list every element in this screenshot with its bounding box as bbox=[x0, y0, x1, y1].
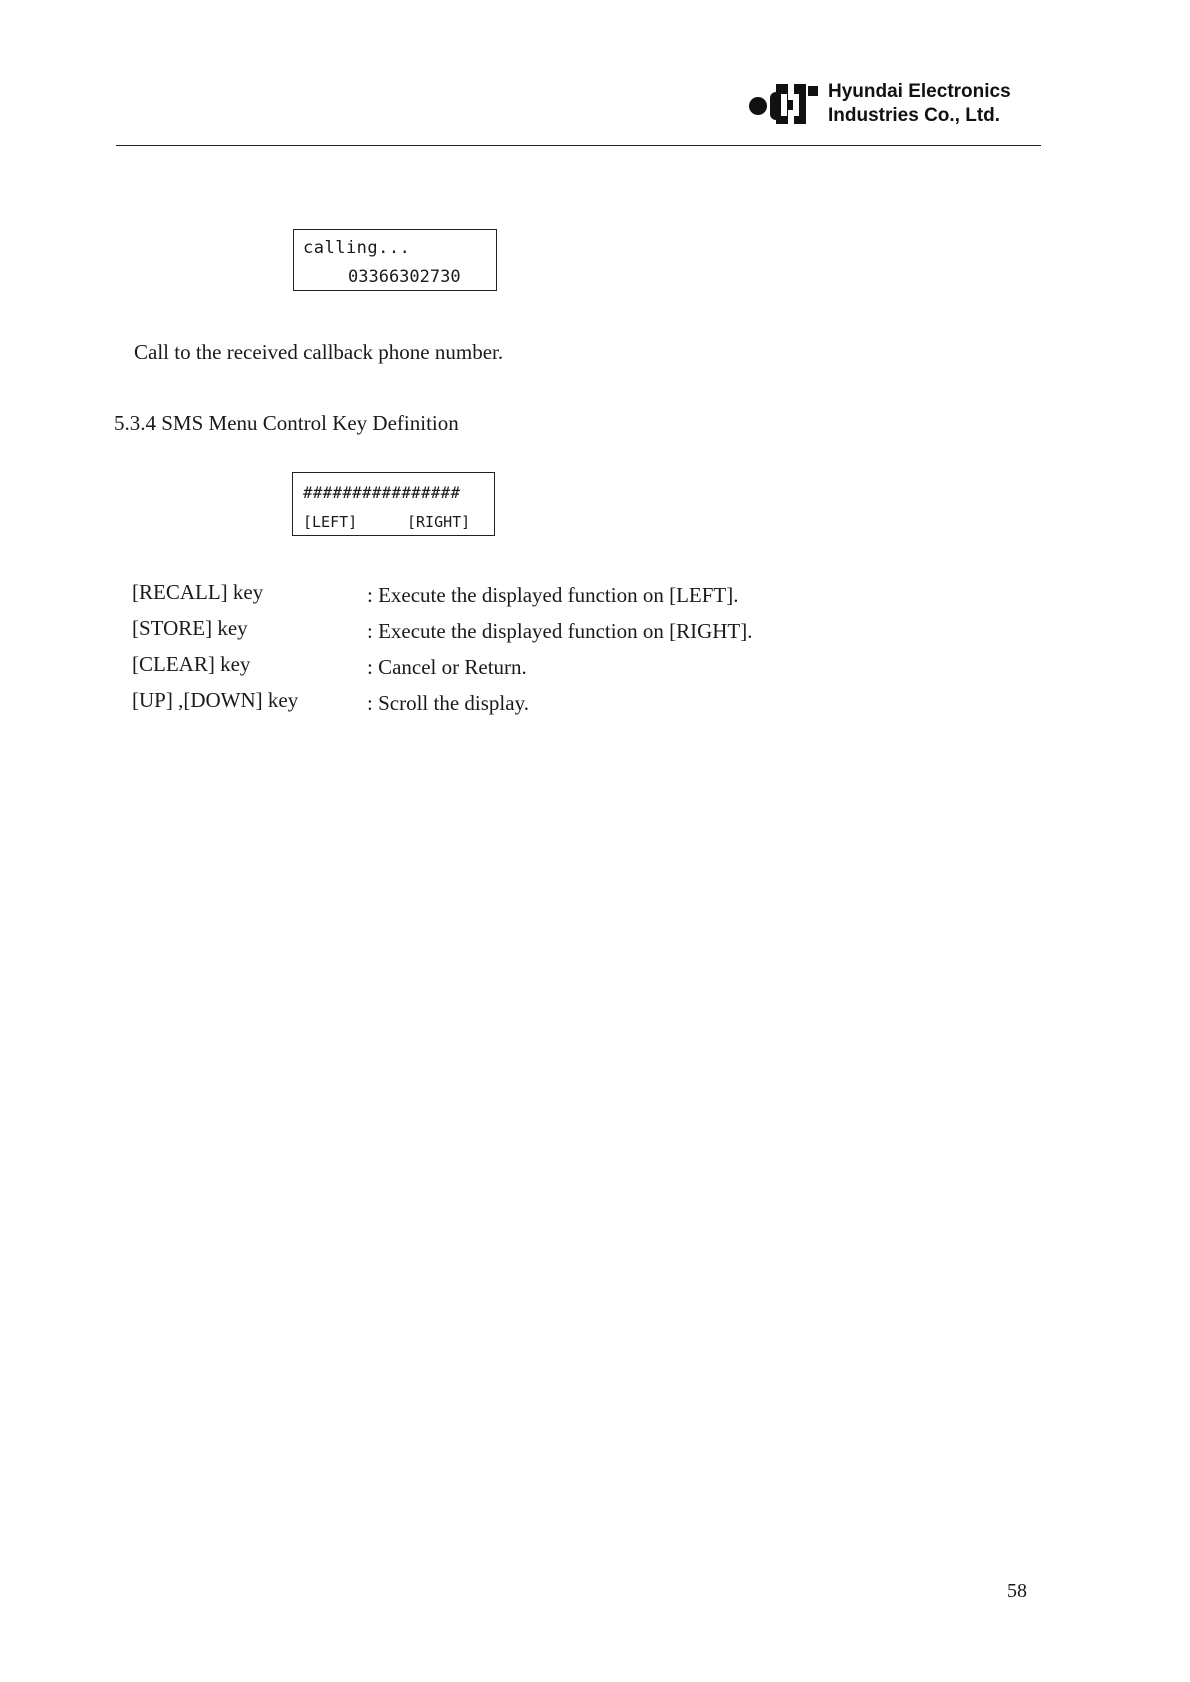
company-name bbox=[828, 80, 1011, 128]
company-name-line1: Hyundai Electronics bbox=[828, 81, 1011, 102]
menu-display-box bbox=[292, 472, 495, 536]
menu-display-softkeys bbox=[303, 513, 471, 531]
hyundai-logo-icon bbox=[748, 76, 820, 132]
menu-display-left-label: [LEFT] bbox=[303, 513, 358, 531]
menu-display-right-label: [RIGHT] bbox=[407, 513, 471, 531]
company-name-line2: Industries Co., Ltd. bbox=[828, 105, 1001, 126]
key-description: : Scroll the display. bbox=[367, 691, 529, 715]
key-description: : Cancel or Return. bbox=[367, 655, 527, 679]
callback-description: Call to the received callback phone number. bbox=[134, 340, 504, 364]
section-heading: 5.3.4 SMS Menu Control Key Definition bbox=[114, 411, 459, 435]
key-name: [UP] ,[DOWN] key bbox=[132, 688, 299, 712]
key-name: [CLEAR] key bbox=[132, 652, 251, 676]
key-name: [RECALL] key bbox=[132, 580, 264, 604]
calling-display-number: 03366302730 bbox=[348, 267, 461, 287]
menu-display-line1: ################ bbox=[303, 483, 461, 502]
calling-display-box bbox=[293, 229, 497, 291]
calling-display-line1: calling... bbox=[303, 238, 411, 258]
header-divider bbox=[116, 145, 1041, 146]
key-name: [STORE] key bbox=[132, 616, 248, 640]
page-header bbox=[748, 76, 1011, 132]
page-number: 58 bbox=[1007, 1580, 1027, 1602]
key-description: : Execute the displayed function on [LEFT]. bbox=[367, 583, 739, 607]
key-description: : Execute the displayed function on [RIGHT]. bbox=[367, 619, 753, 643]
